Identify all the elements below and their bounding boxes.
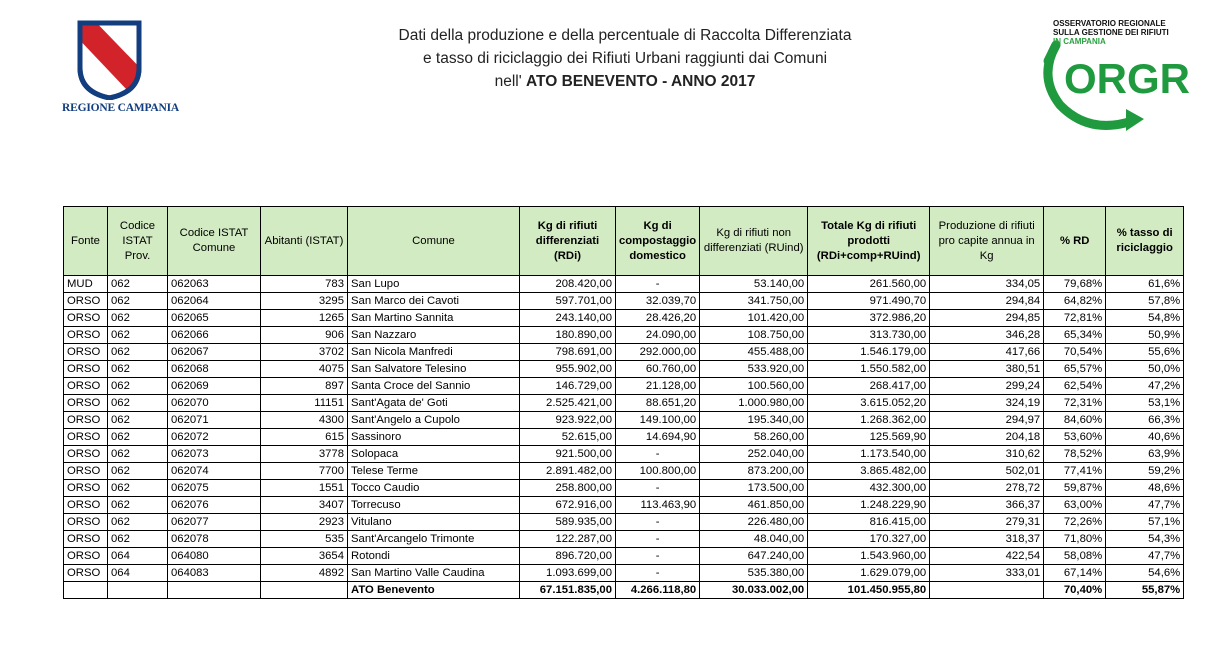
total-label: ATO Benevento xyxy=(348,582,520,599)
cell-abitanti: 3778 xyxy=(261,446,348,463)
cell-rd-pct: 72,26% xyxy=(1044,514,1106,531)
cell-ricicl-pct: 63,9% xyxy=(1106,446,1184,463)
cell-pro-capite: 318,37 xyxy=(930,531,1044,548)
orgr-line-1: OSSERVATORIO REGIONALE xyxy=(1053,19,1166,28)
cell-abitanti: 7700 xyxy=(261,463,348,480)
cell-ricicl-pct: 55,6% xyxy=(1106,344,1184,361)
cell-comp: 292.000,00 xyxy=(616,344,700,361)
cell-fonte: ORSO xyxy=(64,327,108,344)
cell-comune-code: 062064 xyxy=(168,293,261,310)
cell-rdi: 589.935,00 xyxy=(520,514,616,531)
cell-abitanti: 3407 xyxy=(261,497,348,514)
cell-abitanti: 1551 xyxy=(261,480,348,497)
cell-rdi: 923.922,00 xyxy=(520,412,616,429)
cell-comune-code: 062078 xyxy=(168,531,261,548)
table-total-row xyxy=(64,582,1184,599)
cell-rdi: 798.691,00 xyxy=(520,344,616,361)
table-row xyxy=(64,378,1184,395)
cell-prov: 062 xyxy=(108,446,168,463)
cell-totale: 432.300,00 xyxy=(808,480,930,497)
cell-comune-code: 062071 xyxy=(168,412,261,429)
cell-pro-capite: 204,18 xyxy=(930,429,1044,446)
total-ruind: 30.033.002,00 xyxy=(700,582,808,599)
cell-fonte: ORSO xyxy=(64,463,108,480)
data-table xyxy=(63,206,1184,599)
cell-fonte: ORSO xyxy=(64,429,108,446)
cell-comp: - xyxy=(616,276,700,293)
cell-ruind: 101.420,00 xyxy=(700,310,808,327)
cell-pro-capite: 294,97 xyxy=(930,412,1044,429)
cell-totale: 3.615.052,20 xyxy=(808,395,930,412)
cell-rdi: 122.287,00 xyxy=(520,531,616,548)
cell-rd-pct: 78,52% xyxy=(1044,446,1106,463)
cell-comune: Telese Terme xyxy=(348,463,520,480)
table-row xyxy=(64,361,1184,378)
total-rd-pct: 70,40% xyxy=(1044,582,1106,599)
cell-fonte: ORSO xyxy=(64,548,108,565)
cell-totale: 3.865.482,00 xyxy=(808,463,930,480)
cell-ruind: 873.200,00 xyxy=(700,463,808,480)
cell-ricicl-pct: 57,1% xyxy=(1106,514,1184,531)
cell-prov: 062 xyxy=(108,395,168,412)
cell-comune-code: 062066 xyxy=(168,327,261,344)
cell-comp: 88.651,20 xyxy=(616,395,700,412)
cell-rd-pct: 62,54% xyxy=(1044,378,1106,395)
cell-empty xyxy=(168,582,261,599)
cell-ricicl-pct: 57,8% xyxy=(1106,293,1184,310)
orgr-line-3: IN CAMPANIA xyxy=(1053,37,1106,46)
cell-rdi: 955.902,00 xyxy=(520,361,616,378)
cell-rd-pct: 77,41% xyxy=(1044,463,1106,480)
cell-ruind: 53.140,00 xyxy=(700,276,808,293)
cell-comp: 14.694,90 xyxy=(616,429,700,446)
cell-prov: 062 xyxy=(108,463,168,480)
cell-ricicl-pct: 47,2% xyxy=(1106,378,1184,395)
cell-ruind: 226.480,00 xyxy=(700,514,808,531)
cell-pro-capite: 294,85 xyxy=(930,310,1044,327)
cell-rd-pct: 53,60% xyxy=(1044,429,1106,446)
cell-comune: Sassinoro xyxy=(348,429,520,446)
header-rd-pct: % RD xyxy=(1044,207,1106,276)
cell-abitanti: 3654 xyxy=(261,548,348,565)
cell-comune-code: 062069 xyxy=(168,378,261,395)
title-line-3-bold: ATO BENEVENTO - ANNO 2017 xyxy=(526,73,756,90)
table-row xyxy=(64,395,1184,412)
cell-pro-capite: 346,28 xyxy=(930,327,1044,344)
cell-fonte: ORSO xyxy=(64,395,108,412)
cell-comp: 60.760,00 xyxy=(616,361,700,378)
cell-totale: 268.417,00 xyxy=(808,378,930,395)
cell-empty xyxy=(108,582,168,599)
header-rdi: Kg di rifiuti differenziati (RDi) xyxy=(520,207,616,276)
cell-comune-code: 062065 xyxy=(168,310,261,327)
cell-fonte: ORSO xyxy=(64,514,108,531)
cell-comp: - xyxy=(616,480,700,497)
cell-pro-capite: 299,24 xyxy=(930,378,1044,395)
table-row xyxy=(64,429,1184,446)
cell-rdi: 597.701,00 xyxy=(520,293,616,310)
header-riciclaggio-pct: % tasso di riciclaggio xyxy=(1106,207,1184,276)
cell-prov: 062 xyxy=(108,327,168,344)
cell-ruind: 647.240,00 xyxy=(700,548,808,565)
cell-comune-code: 062070 xyxy=(168,395,261,412)
cell-comune-code: 062067 xyxy=(168,344,261,361)
cell-totale: 261.560,00 xyxy=(808,276,930,293)
total-rdi: 67.151.835,00 xyxy=(520,582,616,599)
header-abitanti: Abitanti (ISTAT) xyxy=(261,207,348,276)
cell-empty xyxy=(930,582,1044,599)
cell-comune-code: 062063 xyxy=(168,276,261,293)
cell-ruind: 108.750,00 xyxy=(700,327,808,344)
cell-ruind: 461.850,00 xyxy=(700,497,808,514)
cell-ricicl-pct: 59,2% xyxy=(1106,463,1184,480)
cell-abitanti: 906 xyxy=(261,327,348,344)
total-comp: 4.266.118,80 xyxy=(616,582,700,599)
cell-comune-code: 062073 xyxy=(168,446,261,463)
cell-pro-capite: 502,01 xyxy=(930,463,1044,480)
cell-totale: 1.546.179,00 xyxy=(808,344,930,361)
cell-comune: Vitulano xyxy=(348,514,520,531)
cell-rd-pct: 79,68% xyxy=(1044,276,1106,293)
cell-comune-code: 064080 xyxy=(168,548,261,565)
cell-abitanti: 2923 xyxy=(261,514,348,531)
cell-ruind: 173.500,00 xyxy=(700,480,808,497)
cell-ricicl-pct: 50,9% xyxy=(1106,327,1184,344)
cell-pro-capite: 334,05 xyxy=(930,276,1044,293)
cell-comune: San Nazzaro xyxy=(348,327,520,344)
cell-prov: 062 xyxy=(108,344,168,361)
cell-rdi: 1.093.699,00 xyxy=(520,565,616,582)
table-row xyxy=(64,463,1184,480)
cell-abitanti: 535 xyxy=(261,531,348,548)
cell-ricicl-pct: 47,7% xyxy=(1106,497,1184,514)
cell-ricicl-pct: 66,3% xyxy=(1106,412,1184,429)
cell-totale: 971.490,70 xyxy=(808,293,930,310)
cell-ricicl-pct: 47,7% xyxy=(1106,548,1184,565)
cell-comp: 113.463,90 xyxy=(616,497,700,514)
cell-pro-capite: 294,84 xyxy=(930,293,1044,310)
cell-rdi: 208.420,00 xyxy=(520,276,616,293)
cell-comune-code: 062075 xyxy=(168,480,261,497)
cell-rdi: 258.800,00 xyxy=(520,480,616,497)
cell-comune: Rotondi xyxy=(348,548,520,565)
cell-fonte: ORSO xyxy=(64,361,108,378)
cell-comune: Torrecuso xyxy=(348,497,520,514)
cell-totale: 816.415,00 xyxy=(808,514,930,531)
cell-rdi: 672.916,00 xyxy=(520,497,616,514)
cell-rdi: 180.890,00 xyxy=(520,327,616,344)
cell-rd-pct: 65,34% xyxy=(1044,327,1106,344)
cell-rd-pct: 63,00% xyxy=(1044,497,1106,514)
cell-rdi: 2.891.482,00 xyxy=(520,463,616,480)
cell-rdi: 921.500,00 xyxy=(520,446,616,463)
cell-rd-pct: 84,60% xyxy=(1044,412,1106,429)
cell-abitanti: 4892 xyxy=(261,565,348,582)
cell-pro-capite: 366,37 xyxy=(930,497,1044,514)
cell-fonte: ORSO xyxy=(64,344,108,361)
cell-comune-code: 062074 xyxy=(168,463,261,480)
cell-ricicl-pct: 48,6% xyxy=(1106,480,1184,497)
cell-fonte: ORSO xyxy=(64,310,108,327)
cell-prov: 062 xyxy=(108,412,168,429)
orgr-logo xyxy=(1034,17,1190,132)
cell-comp: 28.426,20 xyxy=(616,310,700,327)
header-pro-capite: Produzione di rifiuti pro capite annua in Kg xyxy=(930,207,1044,276)
cell-comune: San Lupo xyxy=(348,276,520,293)
cell-pro-capite: 310,62 xyxy=(930,446,1044,463)
cell-comune: Tocco Caudio xyxy=(348,480,520,497)
cell-comune: San Nicola Manfredi xyxy=(348,344,520,361)
cell-fonte: ORSO xyxy=(64,412,108,429)
cell-prov: 062 xyxy=(108,310,168,327)
cell-rd-pct: 64,82% xyxy=(1044,293,1106,310)
cell-totale: 1.248.229,90 xyxy=(808,497,930,514)
header-compostaggio: Kg di compostaggio domestico xyxy=(616,207,700,276)
cell-fonte: ORSO xyxy=(64,531,108,548)
cell-comune-code: 062077 xyxy=(168,514,261,531)
cell-ricicl-pct: 53,1% xyxy=(1106,395,1184,412)
table-row xyxy=(64,310,1184,327)
cell-prov: 062 xyxy=(108,361,168,378)
cell-totale: 1.550.582,00 xyxy=(808,361,930,378)
cell-rdi: 243.140,00 xyxy=(520,310,616,327)
cell-totale: 313.730,00 xyxy=(808,327,930,344)
cell-comp: - xyxy=(616,531,700,548)
cell-abitanti: 615 xyxy=(261,429,348,446)
cell-prov: 062 xyxy=(108,531,168,548)
orgr-line-2: SULLA GESTIONE DEI RIFIUTI xyxy=(1053,28,1169,37)
cell-totale: 372.986,20 xyxy=(808,310,930,327)
cell-abitanti: 783 xyxy=(261,276,348,293)
cell-abitanti: 3295 xyxy=(261,293,348,310)
cell-prov: 062 xyxy=(108,429,168,446)
header-codice-istat-prov: Codice ISTAT Prov. xyxy=(108,207,168,276)
cell-comune-code: 064083 xyxy=(168,565,261,582)
cell-ruind: 535.380,00 xyxy=(700,565,808,582)
cell-pro-capite: 278,72 xyxy=(930,480,1044,497)
document-title xyxy=(330,24,920,93)
table-row xyxy=(64,548,1184,565)
table-row xyxy=(64,293,1184,310)
cell-comune-code: 062076 xyxy=(168,497,261,514)
cell-prov: 062 xyxy=(108,497,168,514)
cell-totale: 1.268.362,00 xyxy=(808,412,930,429)
cell-rdi: 2.525.421,00 xyxy=(520,395,616,412)
table-row xyxy=(64,446,1184,463)
cell-ricicl-pct: 54,8% xyxy=(1106,310,1184,327)
cell-prov: 064 xyxy=(108,548,168,565)
cell-totale: 125.569,90 xyxy=(808,429,930,446)
cell-ruind: 58.260,00 xyxy=(700,429,808,446)
cell-ricicl-pct: 61,6% xyxy=(1106,276,1184,293)
table-row xyxy=(64,531,1184,548)
regione-campania-logo xyxy=(62,20,184,120)
title-line-1: Dati della produzione e della percentuale di Raccolta Differenziata xyxy=(398,27,852,44)
total-totale: 101.450.955,80 xyxy=(808,582,930,599)
cell-rd-pct: 70,54% xyxy=(1044,344,1106,361)
cell-abitanti: 11151 xyxy=(261,395,348,412)
cell-fonte: ORSO xyxy=(64,378,108,395)
cell-totale: 1.173.540,00 xyxy=(808,446,930,463)
cell-ricicl-pct: 40,6% xyxy=(1106,429,1184,446)
cell-comune: Sant'Agata de' Goti xyxy=(348,395,520,412)
cell-comune: Sant'Angelo a Cupolo xyxy=(348,412,520,429)
cell-empty xyxy=(261,582,348,599)
table-row xyxy=(64,327,1184,344)
cell-comune: San Martino Sannita xyxy=(348,310,520,327)
cell-abitanti: 3702 xyxy=(261,344,348,361)
cell-prov: 062 xyxy=(108,480,168,497)
cell-prov: 062 xyxy=(108,293,168,310)
cell-pro-capite: 324,19 xyxy=(930,395,1044,412)
cell-ruind: 195.340,00 xyxy=(700,412,808,429)
cell-abitanti: 4075 xyxy=(261,361,348,378)
cell-fonte: ORSO xyxy=(64,565,108,582)
cell-comp: 32.039,70 xyxy=(616,293,700,310)
cell-rd-pct: 65,57% xyxy=(1044,361,1106,378)
cell-ruind: 455.488,00 xyxy=(700,344,808,361)
cell-ruind: 48.040,00 xyxy=(700,531,808,548)
cell-fonte: MUD xyxy=(64,276,108,293)
cell-rd-pct: 58,08% xyxy=(1044,548,1106,565)
cell-comune-code: 062072 xyxy=(168,429,261,446)
cell-ruind: 100.560,00 xyxy=(700,378,808,395)
cell-fonte: ORSO xyxy=(64,293,108,310)
cell-comp: - xyxy=(616,446,700,463)
cell-prov: 064 xyxy=(108,565,168,582)
cell-abitanti: 897 xyxy=(261,378,348,395)
table-row xyxy=(64,480,1184,497)
cell-rd-pct: 59,87% xyxy=(1044,480,1106,497)
cell-empty xyxy=(64,582,108,599)
cell-comune: San Marco dei Cavoti xyxy=(348,293,520,310)
cell-comp: - xyxy=(616,565,700,582)
regione-campania-shield-icon xyxy=(77,20,142,100)
table-row xyxy=(64,497,1184,514)
cell-prov: 062 xyxy=(108,378,168,395)
header-totale: Totale Kg di rifiuti prodotti (RDi+comp+RUind) xyxy=(808,207,930,276)
total-ricicl-pct: 55,87% xyxy=(1106,582,1184,599)
cell-rd-pct: 67,14% xyxy=(1044,565,1106,582)
header-ruind: Kg di rifiuti non differenziati (RUind) xyxy=(700,207,808,276)
cell-ricicl-pct: 50,0% xyxy=(1106,361,1184,378)
cell-fonte: ORSO xyxy=(64,480,108,497)
table-header-row xyxy=(64,207,1184,276)
orgr-subtitle xyxy=(1053,19,1169,46)
header-comune: Comune xyxy=(348,207,520,276)
cell-pro-capite: 380,51 xyxy=(930,361,1044,378)
cell-fonte: ORSO xyxy=(64,446,108,463)
cell-pro-capite: 279,31 xyxy=(930,514,1044,531)
header-fonte: Fonte xyxy=(64,207,108,276)
cell-ruind: 533.920,00 xyxy=(700,361,808,378)
cell-prov: 062 xyxy=(108,276,168,293)
table-row xyxy=(64,276,1184,293)
cell-comune-code: 062068 xyxy=(168,361,261,378)
cell-prov: 062 xyxy=(108,514,168,531)
cell-comp: 149.100,00 xyxy=(616,412,700,429)
table-row xyxy=(64,565,1184,582)
cell-totale: 170.327,00 xyxy=(808,531,930,548)
cell-fonte: ORSO xyxy=(64,497,108,514)
cell-rdi: 146.729,00 xyxy=(520,378,616,395)
cell-comune: San Martino Valle Caudina xyxy=(348,565,520,582)
cell-ricicl-pct: 54,3% xyxy=(1106,531,1184,548)
cell-comune: Solopaca xyxy=(348,446,520,463)
cell-comune: San Salvatore Telesino xyxy=(348,361,520,378)
title-line-3-prefix: nell' xyxy=(494,73,522,90)
cell-pro-capite: 417,66 xyxy=(930,344,1044,361)
cell-ricicl-pct: 54,6% xyxy=(1106,565,1184,582)
cell-comp: 24.090,00 xyxy=(616,327,700,344)
cell-comune: Santa Croce del Sannio xyxy=(348,378,520,395)
cell-ruind: 252.040,00 xyxy=(700,446,808,463)
cell-rd-pct: 72,31% xyxy=(1044,395,1106,412)
cell-ruind: 1.000.980,00 xyxy=(700,395,808,412)
cell-totale: 1.629.079,00 xyxy=(808,565,930,582)
cell-abitanti: 1265 xyxy=(261,310,348,327)
cell-comp: 21.128,00 xyxy=(616,378,700,395)
cell-abitanti: 4300 xyxy=(261,412,348,429)
header-codice-istat-comune: Codice ISTAT Comune xyxy=(168,207,261,276)
cell-rd-pct: 72,81% xyxy=(1044,310,1106,327)
table-row xyxy=(64,344,1184,361)
cell-rdi: 52.615,00 xyxy=(520,429,616,446)
cell-totale: 1.543.960,00 xyxy=(808,548,930,565)
title-line-3 xyxy=(330,70,920,93)
regione-campania-text: REGIONE CAMPANIA xyxy=(62,102,180,114)
table-row xyxy=(64,412,1184,429)
title-line-2: e tasso di riciclaggio dei Rifiuti Urbani raggiunti dai Comuni xyxy=(422,50,828,67)
cell-pro-capite: 422,54 xyxy=(930,548,1044,565)
cell-comp: - xyxy=(616,514,700,531)
cell-pro-capite: 333,01 xyxy=(930,565,1044,582)
cell-comune: Sant'Arcangelo Trimonte xyxy=(348,531,520,548)
table-row xyxy=(64,514,1184,531)
table-body xyxy=(64,276,1184,599)
cell-rd-pct: 71,80% xyxy=(1044,531,1106,548)
cell-rdi: 896.720,00 xyxy=(520,548,616,565)
cell-ruind: 341.750,00 xyxy=(700,293,808,310)
orgr-wordmark: ORGR xyxy=(1064,55,1190,102)
cell-comp: 100.800,00 xyxy=(616,463,700,480)
cell-comp: - xyxy=(616,548,700,565)
